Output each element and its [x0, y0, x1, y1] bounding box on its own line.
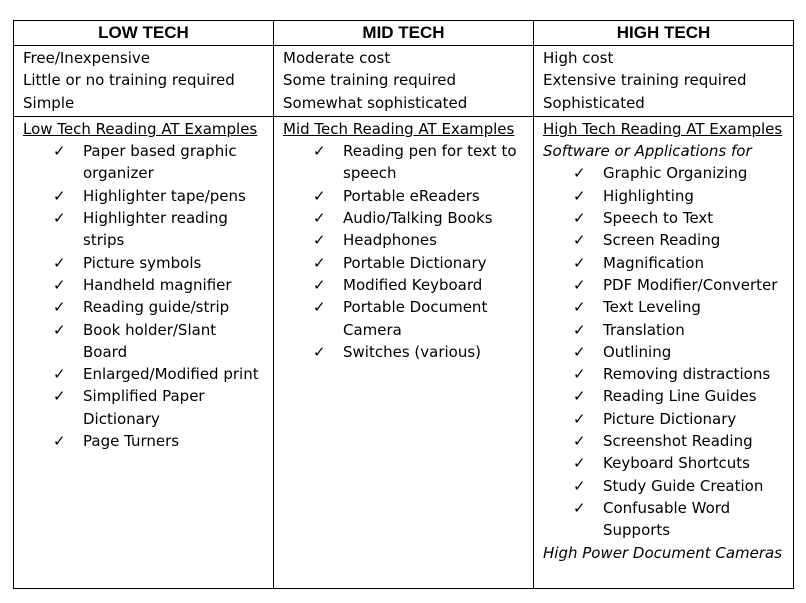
- checkmark-icon: ✓: [573, 253, 586, 272]
- checkmark-icon: ✓: [573, 498, 586, 517]
- checklist-item-text: Enlarged/Modified print: [83, 365, 259, 384]
- examples-high-cell: [534, 116, 794, 588]
- checkmark-icon: ✓: [573, 476, 586, 495]
- checklist-item-text: Paper based graphic: [83, 142, 237, 161]
- checklist-item: [543, 207, 787, 229]
- checkmark-icon: ✓: [53, 365, 66, 384]
- examples-mid-cell: [274, 116, 534, 588]
- checkmark-icon: ✓: [573, 186, 586, 205]
- checklist-item: [543, 430, 787, 452]
- examples-subtitle: Software or Applications for: [543, 142, 752, 161]
- checklist: [543, 162, 787, 541]
- features-mid-cell: [274, 46, 534, 117]
- checklist-item-text: Portable Document: [343, 298, 488, 317]
- checklist-item: [283, 229, 527, 251]
- checkmark-icon: ✓: [53, 186, 66, 205]
- features-high-cell: [534, 46, 794, 117]
- checkmark-icon: ✓: [53, 432, 66, 451]
- checkmark-icon: ✓: [53, 209, 66, 228]
- checklist-item-text: Translation: [603, 320, 685, 339]
- feature-line: High cost: [543, 49, 614, 67]
- checklist-item: [23, 207, 267, 252]
- checkmark-icon: ✓: [313, 253, 326, 272]
- checklist-item-text: Handheld magnifier: [83, 275, 232, 294]
- feature-line: Simple: [23, 93, 75, 112]
- checklist-item: [23, 430, 267, 452]
- feature-line: Sophisticated: [543, 93, 645, 112]
- checklist-item: [543, 475, 787, 497]
- checklist-item-text: Switches (various): [343, 342, 482, 361]
- checkmark-icon: ✓: [53, 275, 66, 294]
- checklist-item-text: Screen Reading: [603, 231, 721, 250]
- checklist-item: [23, 385, 267, 430]
- header-row: [14, 21, 794, 46]
- checklist-item: [543, 452, 787, 474]
- checklist-item: [543, 385, 787, 407]
- header-low-tech: LOW TECH: [14, 21, 274, 46]
- checklist-item: [283, 341, 527, 363]
- checklist-item-text: Removing distractions: [603, 365, 771, 384]
- checkmark-icon: ✓: [573, 342, 586, 361]
- checklist: [283, 140, 527, 363]
- checklist-item-text: PDF Modifier/Converter: [603, 275, 778, 294]
- checklist-item-text: Graphic Organizing: [603, 164, 748, 183]
- checklist-item-text: Portable Dictionary: [343, 253, 487, 272]
- feature-line: Little or no training required: [23, 71, 235, 90]
- checklist-item: [23, 140, 267, 185]
- checklist-item: [543, 296, 787, 318]
- checklist-item-text: Text Leveling: [603, 298, 701, 317]
- checkmark-icon: ✓: [313, 142, 326, 161]
- checkmark-icon: ✓: [573, 365, 586, 384]
- checklist-item-text: Simplified Paper: [83, 387, 205, 406]
- checklist-item: [543, 274, 787, 296]
- checkmark-icon: ✓: [53, 298, 66, 317]
- examples-low-cell: [14, 116, 274, 588]
- checklist-item-text: Dictionary: [83, 409, 160, 428]
- examples-title: Mid Tech Reading AT Examples: [283, 119, 515, 138]
- checkmark-icon: ✓: [573, 387, 586, 406]
- checkmark-icon: ✓: [573, 409, 586, 428]
- checklist-item: [283, 140, 527, 185]
- checklist-item-text: Picture symbols: [83, 253, 202, 272]
- checklist-item-text: Supports: [603, 521, 671, 540]
- checkmark-icon: ✓: [573, 320, 586, 339]
- checkmark-icon: ✓: [53, 253, 66, 272]
- checklist-item: [23, 296, 267, 318]
- checkmark-icon: ✓: [573, 231, 586, 250]
- checklist-item: [23, 274, 267, 296]
- checkmark-icon: ✓: [53, 142, 66, 161]
- checkmark-icon: ✓: [313, 275, 326, 294]
- checklist-item-text: Screenshot Reading: [603, 432, 753, 451]
- checklist-item-text: speech: [343, 164, 397, 183]
- checklist-item: [283, 252, 527, 274]
- document-page: [13, 20, 793, 589]
- checklist-item-text: Board: [83, 342, 128, 361]
- checklist-item-text: Portable eReaders: [343, 186, 480, 205]
- features-low-cell: [14, 46, 274, 117]
- checkmark-icon: ✓: [313, 342, 326, 361]
- checklist-item: [283, 185, 527, 207]
- checkmark-icon: ✓: [573, 209, 586, 228]
- checklist-item-text: Keyboard Shortcuts: [603, 454, 750, 473]
- checkmark-icon: ✓: [573, 275, 586, 294]
- checklist-item: [543, 162, 787, 184]
- checkmark-icon: ✓: [313, 231, 326, 250]
- feature-line: Extensive training required: [543, 71, 747, 90]
- checklist-item: [543, 408, 787, 430]
- checklist-item: [23, 185, 267, 207]
- checklist-item: [23, 319, 267, 364]
- comparison-table: [13, 20, 794, 589]
- checkmark-icon: ✓: [573, 298, 586, 317]
- checkmark-icon: ✓: [53, 320, 66, 339]
- checklist-item: [543, 252, 787, 274]
- checklist-item-text: Reading pen for text to: [343, 142, 517, 161]
- checklist-item-text: Picture Dictionary: [603, 409, 737, 428]
- checkmark-icon: ✓: [313, 186, 326, 205]
- checklist-item-text: Reading Line Guides: [603, 387, 757, 406]
- header-high-tech: HIGH TECH: [534, 21, 794, 46]
- checklist-item-text: Study Guide Creation: [603, 476, 764, 495]
- checklist-item: [23, 252, 267, 274]
- examples-footer: High Power Document Cameras: [543, 543, 783, 562]
- feature-line: Free/Inexpensive: [23, 49, 151, 67]
- checkmark-icon: ✓: [53, 387, 66, 406]
- checklist-item: [543, 497, 787, 542]
- checklist-item-text: Highlighter reading: [83, 209, 228, 228]
- checklist-item-text: Headphones: [343, 231, 437, 250]
- features-row: [14, 46, 794, 117]
- header-mid-tech: MID TECH: [274, 21, 534, 46]
- checklist-item-text: strips: [83, 231, 125, 250]
- checkmark-icon: ✓: [313, 298, 326, 317]
- checklist-item-text: Magnification: [603, 253, 704, 272]
- checklist-item: [543, 185, 787, 207]
- checkmark-icon: ✓: [573, 454, 586, 473]
- examples-title: High Tech Reading AT Examples: [543, 119, 783, 138]
- checklist-item-text: Confusable Word: [603, 498, 731, 517]
- checklist-item-text: Book holder/Slant: [83, 320, 217, 339]
- checklist-item: [23, 363, 267, 385]
- checklist-item: [283, 274, 527, 296]
- feature-line: Moderate cost: [283, 49, 391, 67]
- checkmark-icon: ✓: [313, 209, 326, 228]
- checklist-item: [543, 229, 787, 251]
- checklist-item-text: Modified Keyboard: [343, 275, 483, 294]
- checklist-item: [283, 207, 527, 229]
- checklist-item: [543, 319, 787, 341]
- examples-row: [14, 116, 794, 588]
- checklist: [23, 140, 267, 452]
- checklist-item-text: Camera: [343, 320, 402, 339]
- checklist-item: [283, 296, 527, 341]
- checklist-item: [543, 363, 787, 385]
- checklist-item-text: Highlighting: [603, 186, 694, 205]
- checklist-item: [543, 341, 787, 363]
- checkmark-icon: ✓: [573, 164, 586, 183]
- checklist-item-text: Page Turners: [83, 432, 180, 451]
- checklist-item-text: Outlining: [603, 342, 672, 361]
- checklist-item-text: Highlighter tape/pens: [83, 186, 246, 205]
- checkmark-icon: ✓: [573, 432, 586, 451]
- checklist-item-text: Speech to Text: [603, 209, 714, 228]
- feature-line: Some training required: [283, 71, 457, 90]
- checklist-item-text: Reading guide/strip: [83, 298, 230, 317]
- checklist-item-text: Audio/Talking Books: [343, 209, 493, 228]
- feature-line: Somewhat sophisticated: [283, 93, 468, 112]
- checklist-item-text: organizer: [83, 164, 154, 183]
- examples-title: Low Tech Reading AT Examples: [23, 119, 258, 138]
